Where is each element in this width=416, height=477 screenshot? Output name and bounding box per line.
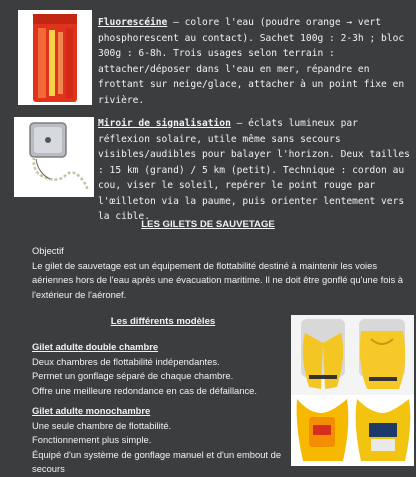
double-chamber-vest-image	[291, 315, 414, 398]
gilets-heading: LES GILETS DE SAUVETAGE	[141, 219, 275, 230]
list-item: Offre une meilleure redondance en cas de défaillance.	[32, 384, 257, 396]
signal-mirror-image	[14, 117, 94, 197]
modeles-heading: Les différents modèles	[110, 316, 216, 327]
list-item: Permet un gonflage séparé de chaque chambre.	[32, 370, 234, 382]
miroir-title: Miroir de signalisation	[98, 118, 231, 129]
double-chambre-block	[32, 340, 290, 398]
fluoresceine-title: Fluorescéine	[98, 17, 168, 28]
objectif-block	[32, 244, 412, 302]
list-item: Fonctionnement plus simple.	[32, 434, 152, 446]
monochambre-block	[32, 404, 294, 477]
objectif-label: Objectif	[32, 245, 64, 256]
miroir-paragraph	[98, 116, 414, 225]
fluoresceine-image	[18, 10, 92, 105]
monochamber-vest-image	[291, 395, 414, 466]
fluoresceine-text: — colore l'eau (poudre orange → vert phosphorescent au contact). Sachet 100g : 2-3h ; bloc 300g : 6-8h. Trois usages selon terrain : attacher/déposer dans l'eau en mer, répandre en frottant sur neige/glace, attacher à un point fixe en rivière.	[98, 17, 405, 106]
objectif-text: Le gilet de sauvetage est un équipement de flottabilité destiné à maintenir les voies aériennes hors de l'eau après une évacuation maritime. Il ne doit être gonflé qu'une fois à l'extérieur de l'aéronef.	[32, 259, 403, 300]
list-item: Une seule chambre de flottabilité.	[32, 419, 172, 431]
monochambre-title: Gilet adulte monochambre	[32, 405, 151, 416]
fluoresceine-paragraph	[98, 15, 414, 108]
list-item: Deux chambres de flottabilité indépendantes.	[32, 355, 220, 367]
list-item: Équipé d'un système de gonflage manuel et d'un embout de secours	[32, 448, 282, 475]
miroir-text: — éclats lumineux par réflexion solaire, utile même sans secours visibles/audibles pour balayer l'horizon. Deux tailles : 15 km (grand) / 5 km (petit). Technique : cordon au cou, viser le soleil, repérer le point rouge par l'œilleton via la paume, puis orienter lentement vers la cible.	[98, 118, 410, 222]
double-chambre-title: Gilet adulte double chambre	[32, 341, 159, 352]
